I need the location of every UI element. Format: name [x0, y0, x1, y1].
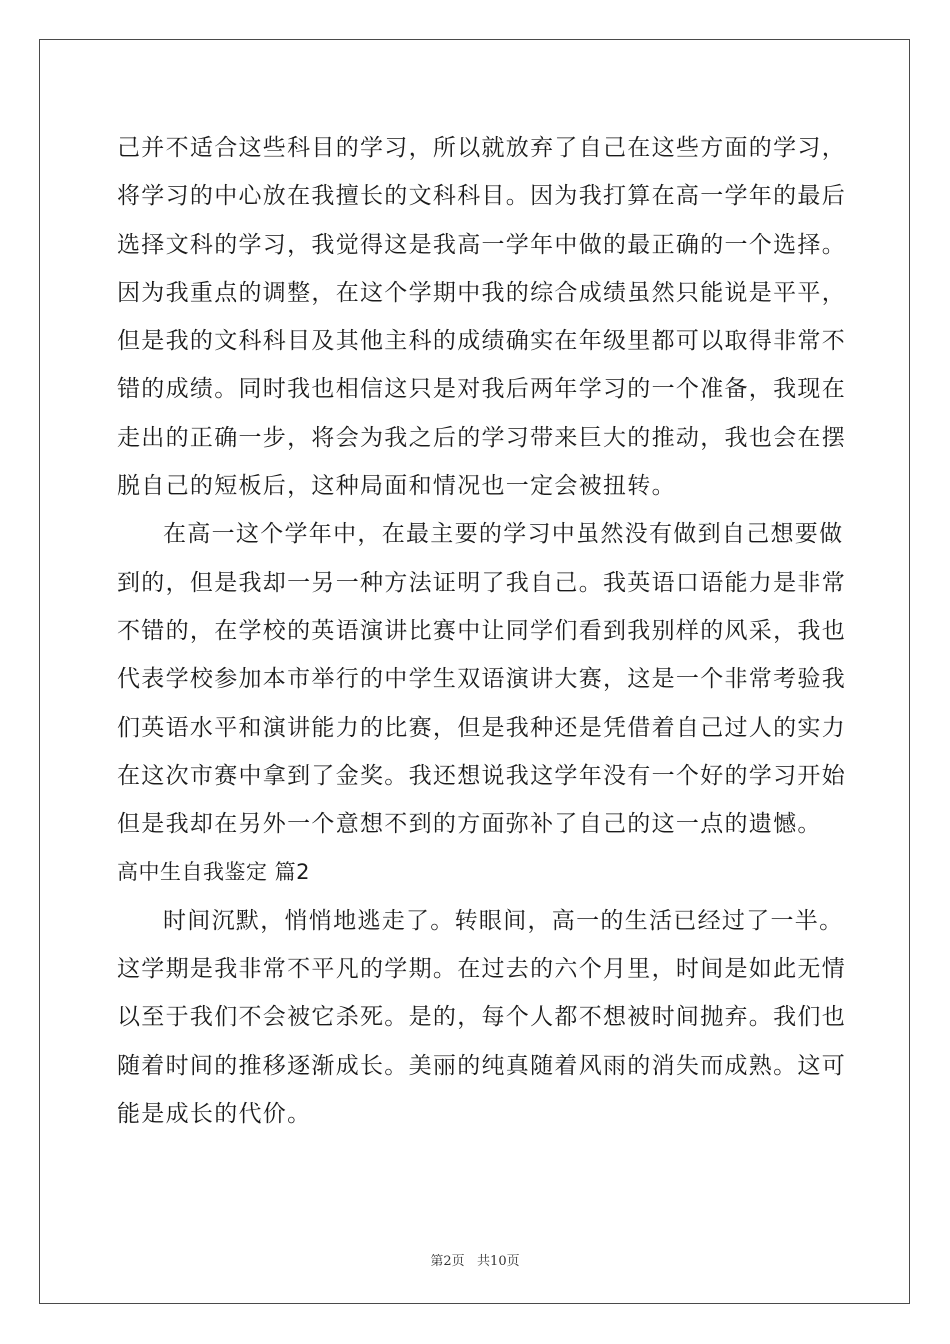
text-line: 时间沉默，悄悄地逃走了。转眼间，高一的生活已经过了一半。 — [163, 907, 844, 934]
text-line: 因为我重点的调整，在这个学期中我的综合成绩虽然只能说是平平， — [117, 279, 846, 306]
text-line: 随着时间的推移逐渐成长。美丽的纯真随着风雨的消失而成熟。这可 — [117, 1052, 846, 1079]
text-line: 己并不适合这些科目的学习，所以就放弃了自己在这些方面的学习， — [117, 135, 846, 161]
text-line: 错的成绩。同时我也相信这只是对我后两年学习的一个准备，我现在 — [117, 376, 846, 403]
paragraph-2 — [117, 510, 846, 848]
text-line: 这学期是我非常不平凡的学期。在过去的六个月里，时间是如此无情 — [117, 956, 846, 983]
text-line: 以至于我们不会被它杀死。是的，每个人都不想被时间抛弃。我们也 — [117, 1004, 846, 1031]
text-line: 走出的正确一步，将会为我之后的学习带来巨大的推动，我也会在摆 — [117, 424, 846, 451]
text-line: 选择文科的学习，我觉得这是我高一学年中做的最正确的一个选择。 — [117, 231, 846, 258]
paragraph-1 — [117, 124, 846, 510]
document-body — [117, 124, 846, 1138]
section-heading: 高中生自我鉴定 篇2 — [117, 860, 311, 885]
text-line: 脱自己的短板后，这种局面和情况也一定会被扭转。 — [117, 473, 676, 500]
text-line: 们英语水平和演讲能力的比赛，但是我种还是凭借着自己过人的实力 — [117, 714, 846, 741]
text-line: 能是成长的代价。 — [117, 1100, 312, 1127]
text-line: 在高一这个学年中，在最主要的学习中虽然没有做到自己想要做 — [163, 521, 844, 548]
paragraph-3 — [117, 897, 846, 1138]
text-line: 不错的，在学校的英语演讲比赛中让同学们看到我别样的风采，我也 — [117, 617, 846, 644]
text-line: 在这次市赛中拿到了金奖。我还想说我这学年没有一个好的学习开始 — [117, 762, 846, 789]
text-line: 到的，但是我却一另一种方法证明了我自己。我英语口语能力是非常 — [117, 569, 846, 596]
page-number: 第2页 共10页 — [430, 1254, 520, 1269]
text-line: 但是我的文科科目及其他主科的成绩确实在年级里都可以取得非常不 — [117, 328, 846, 355]
text-line: 将学习的中心放在我擅长的文科科目。因为我打算在高一学年的最后 — [117, 183, 846, 210]
text-line: 但是我却在另外一个意想不到的方面弥补了自己的这一点的遗憾。 — [117, 811, 822, 838]
text-line: 代表学校参加本市举行的中学生双语演讲大赛，这是一个非常考验我 — [117, 666, 846, 693]
